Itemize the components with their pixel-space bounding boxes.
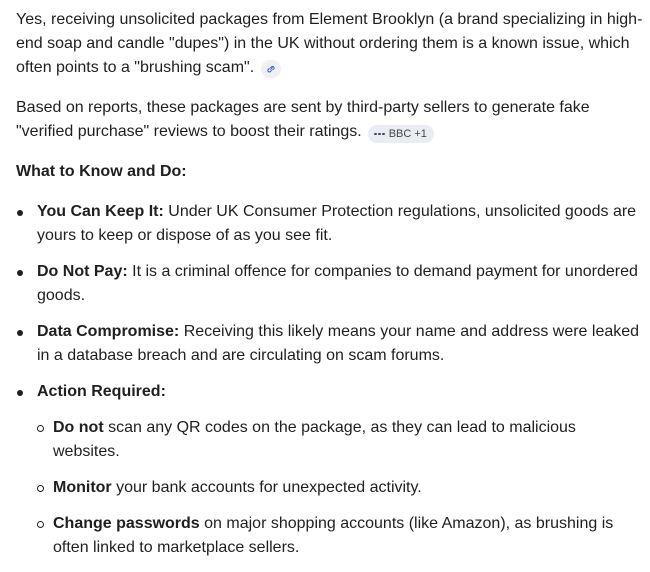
list-item: [16, 200, 644, 248]
subitem-bold: Do not: [53, 419, 104, 436]
list-item: [16, 320, 644, 368]
intro-text: Yes, receiving unsolicited packages from Element Brooklyn (a brand specializing in high-end soap and candle "dupes") in the UK without ordering them is a known issue, which often points to a "brushing scam".: [16, 11, 643, 76]
source-chip[interactable]: [368, 125, 434, 143]
subitem-bold: Monitor: [53, 479, 112, 496]
item-bold: Data Compromise:: [37, 323, 180, 340]
subitem-text: on major shopping accounts (like Amazon), as brushing is often linked to marketplace sellers.: [53, 515, 614, 556]
item-text: Receiving this likely means your name and address were leaked in a database breach and are circulating on scam forums.: [37, 323, 640, 364]
link-chip[interactable]: [261, 60, 281, 78]
section-heading: What to Know and Do:: [16, 163, 187, 180]
item-bold: You Can Keep It:: [37, 203, 164, 220]
reports-paragraph: [16, 96, 644, 144]
item-text: It is a criminal offence for companies to demand payment for unordered goods.: [37, 263, 638, 304]
link-icon: [265, 63, 277, 75]
sub-list-item: [37, 512, 644, 560]
subitem-text: your bank accounts for unexpected activity.: [111, 479, 422, 496]
intro-paragraph: [16, 8, 644, 80]
item-bold: Do Not Pay:: [37, 263, 128, 280]
bullet-list: [16, 200, 644, 560]
list-item: [16, 380, 644, 560]
more-dots-icon: [374, 133, 385, 136]
sub-list-item: [37, 416, 644, 464]
subitem-text: scan any QR codes on the package, as they can lead to malicious websites.: [53, 419, 576, 460]
item-text: Under UK Consumer Protection regulations, unsolicited goods are yours to keep or dispose of as you see fit.: [37, 203, 637, 244]
subitem-bold: Change passwords: [53, 515, 200, 532]
source-chip-label: BBC +1: [388, 127, 427, 140]
sub-list-item: [37, 476, 644, 500]
reports-text: Based on reports, these packages are sent by third-party sellers to generate fake "verified purchase" reviews to boost their ratings.: [16, 99, 590, 140]
list-item: [16, 260, 644, 308]
item-bold: Action Required:: [37, 383, 166, 400]
sub-bullet-list: [37, 416, 644, 560]
